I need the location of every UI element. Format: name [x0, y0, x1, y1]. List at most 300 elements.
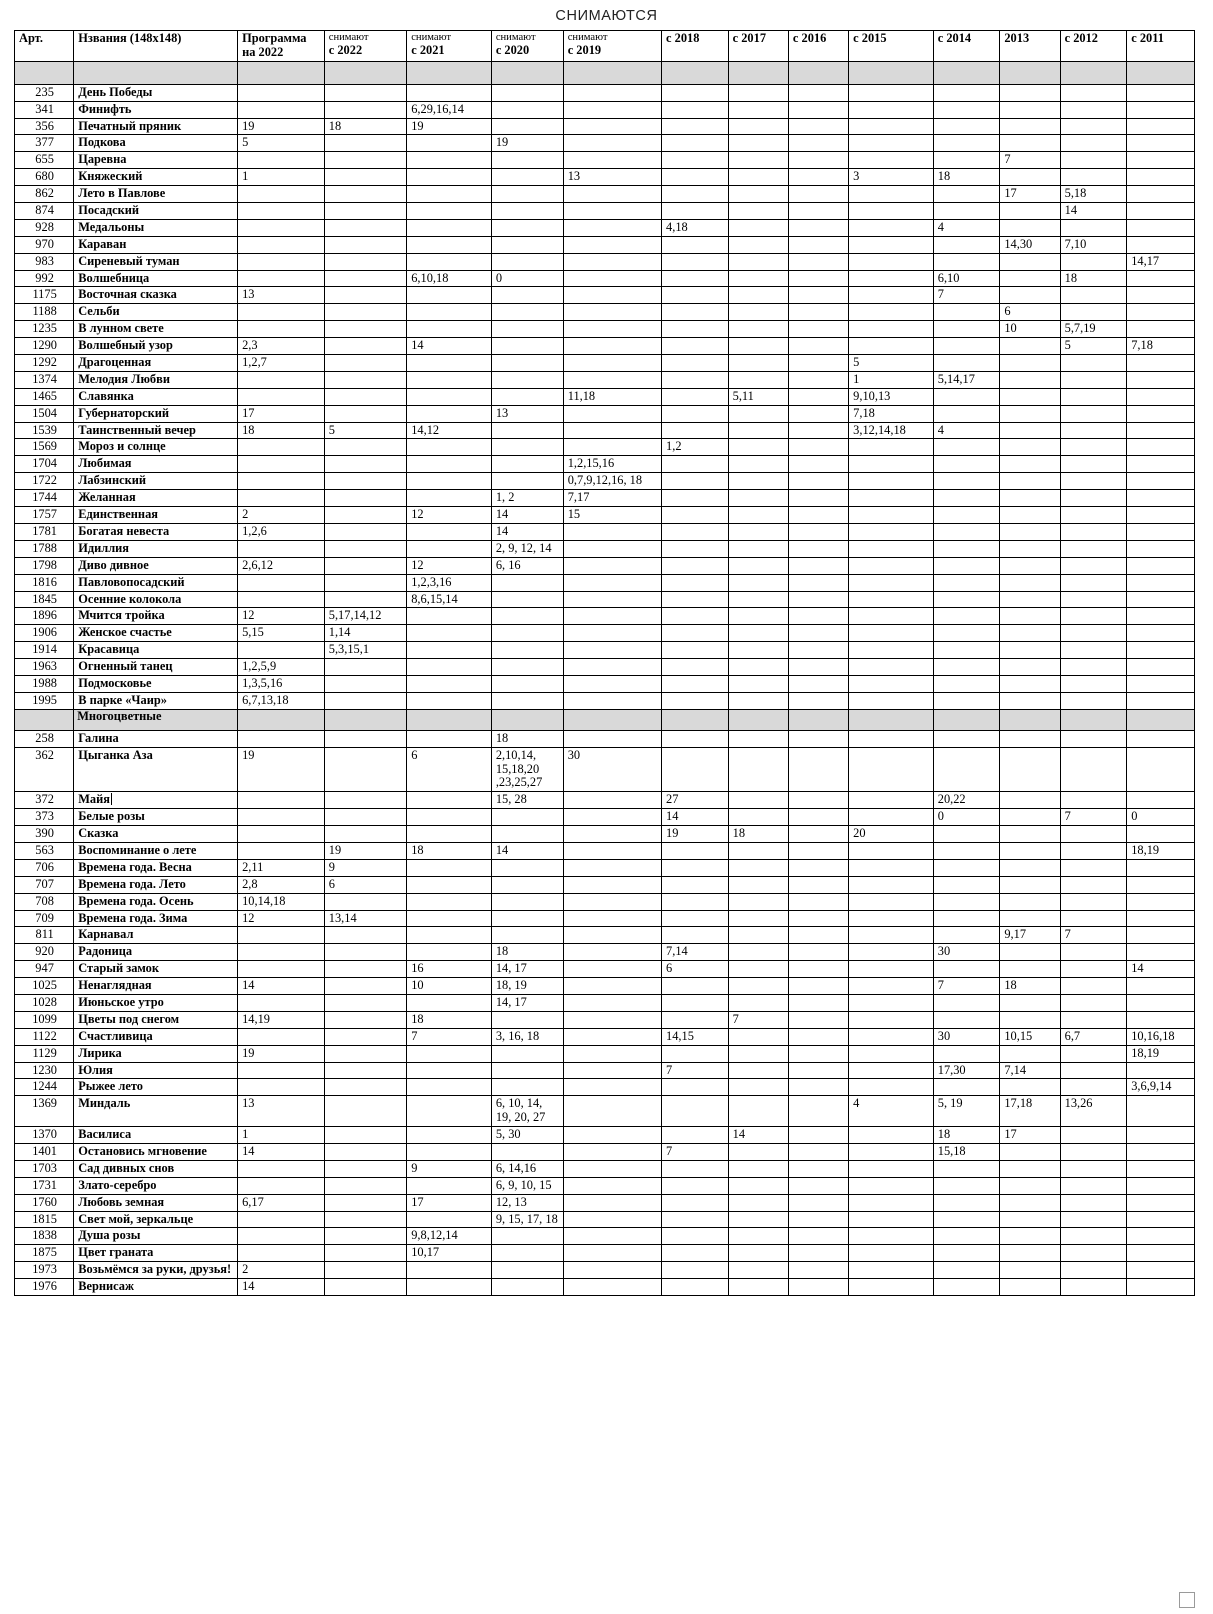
table-row[interactable] [15, 456, 1195, 473]
cell-year-11 [933, 608, 1000, 625]
cell-article: 983 [15, 253, 74, 270]
cell-year-4 [407, 287, 492, 304]
table-row[interactable] [15, 1079, 1195, 1096]
cell-year-11: 6,10 [933, 270, 1000, 287]
cell-year-11 [933, 1228, 1000, 1245]
table-row[interactable] [15, 540, 1195, 557]
cell-year-9 [788, 557, 848, 574]
table-row[interactable] [15, 1096, 1195, 1127]
table-row[interactable] [15, 826, 1195, 843]
cell-year-2: 17 [238, 405, 325, 422]
table-row[interactable] [15, 927, 1195, 944]
cell-year-5 [491, 910, 563, 927]
table-row[interactable] [15, 135, 1195, 152]
cell-year-2 [238, 961, 325, 978]
cell-year-11 [933, 692, 1000, 709]
cell-year-12 [1000, 203, 1060, 220]
group-cell [407, 709, 492, 730]
cell-year-4 [407, 1144, 492, 1161]
cell-name: Счастливица [74, 1028, 238, 1045]
cell-year-8 [728, 304, 788, 321]
cell-year-10 [849, 236, 934, 253]
cell-year-2011: 18,19 [1127, 842, 1195, 859]
cell-year-2011 [1127, 675, 1195, 692]
cell-year-11 [933, 135, 1000, 152]
cell-year-13 [1060, 859, 1127, 876]
cell-year-4 [407, 84, 492, 101]
table-row[interactable] [15, 304, 1195, 321]
cell-year-5: 6, 16 [491, 557, 563, 574]
cell-article: 655 [15, 152, 74, 169]
cell-year-6 [563, 859, 661, 876]
table-row[interactable] [15, 1245, 1195, 1262]
cell-year-9 [788, 101, 848, 118]
cell-year-9 [788, 809, 848, 826]
table-row[interactable] [15, 608, 1195, 625]
table-row[interactable] [15, 321, 1195, 338]
table-row[interactable] [15, 1062, 1195, 1079]
cell-year-2: 1 [238, 169, 325, 186]
cell-year-2011 [1127, 1279, 1195, 1296]
table-row[interactable] [15, 523, 1195, 540]
cell-year-6 [563, 608, 661, 625]
cell-name: Цветы под снегом [74, 1011, 238, 1028]
cell-year-11 [933, 456, 1000, 473]
cell-year-12 [1000, 747, 1060, 792]
table-row[interactable] [15, 203, 1195, 220]
table-row[interactable] [15, 574, 1195, 591]
table-row[interactable] [15, 152, 1195, 169]
table-row[interactable] [15, 1279, 1195, 1296]
table-row[interactable] [15, 236, 1195, 253]
table-row[interactable] [15, 809, 1195, 826]
cell-year-11 [933, 523, 1000, 540]
cell-year-7 [662, 355, 729, 372]
cell-year-2011 [1127, 422, 1195, 439]
cell-year-2011 [1127, 1245, 1195, 1262]
table-row[interactable] [15, 1228, 1195, 1245]
cell-year-10 [849, 910, 934, 927]
cell-year-12 [1000, 591, 1060, 608]
cell-year-7: 14 [662, 809, 729, 826]
cell-year-7 [662, 927, 729, 944]
cell-year-6 [563, 1160, 661, 1177]
cell-year-12: 9,17 [1000, 927, 1060, 944]
cell-year-10 [849, 523, 934, 540]
cell-name: Караван [74, 236, 238, 253]
column-header-13: с 2012 [1060, 31, 1127, 62]
cell-year-3: 18 [324, 118, 406, 135]
cell-year-10 [849, 186, 934, 203]
cell-year-5 [491, 304, 563, 321]
cell-year-2011 [1127, 730, 1195, 747]
table-row[interactable] [15, 287, 1195, 304]
table-row[interactable] [15, 944, 1195, 961]
cell-name: Мелодия Любви [74, 371, 238, 388]
cell-year-7 [662, 405, 729, 422]
cell-name: Василиса [74, 1127, 238, 1144]
cell-year-12 [1000, 1160, 1060, 1177]
group-cell [662, 709, 729, 730]
table-row[interactable] [15, 675, 1195, 692]
cell-year-2: 13 [238, 1096, 325, 1127]
table-row[interactable] [15, 253, 1195, 270]
cell-year-11 [933, 876, 1000, 893]
cell-article: 258 [15, 730, 74, 747]
table-row[interactable] [15, 1160, 1195, 1177]
cell-year-13 [1060, 219, 1127, 236]
cell-year-3: 13,14 [324, 910, 406, 927]
cell-year-2 [238, 994, 325, 1011]
cell-year-4 [407, 388, 492, 405]
cell-year-6 [563, 961, 661, 978]
table-row[interactable] [15, 978, 1195, 995]
cell-name: Осенние колокола [74, 591, 238, 608]
cell-year-9 [788, 439, 848, 456]
cell-year-7 [662, 490, 729, 507]
group-cell [324, 709, 406, 730]
cell-year-12 [1000, 557, 1060, 574]
cell-year-12 [1000, 574, 1060, 591]
cell-year-7: 6 [662, 961, 729, 978]
table-row[interactable] [15, 730, 1195, 747]
cell-year-9 [788, 118, 848, 135]
table-row[interactable] [15, 422, 1195, 439]
cell-year-5: 18, 19 [491, 978, 563, 995]
table-row[interactable] [15, 1194, 1195, 1211]
cell-year-13 [1060, 1194, 1127, 1211]
cell-year-7: 27 [662, 792, 729, 809]
cell-year-2011 [1127, 270, 1195, 287]
cell-year-2011 [1127, 1096, 1195, 1127]
table-row[interactable] [15, 747, 1195, 792]
table-row[interactable] [15, 1011, 1195, 1028]
cell-year-13 [1060, 118, 1127, 135]
cell-year-2 [238, 253, 325, 270]
cell-article: 874 [15, 203, 74, 220]
cell-year-5 [491, 371, 563, 388]
cell-year-2 [238, 439, 325, 456]
cell-year-6 [563, 1127, 661, 1144]
cell-year-7: 1,2 [662, 439, 729, 456]
cell-year-5: 14 [491, 842, 563, 859]
cell-year-3 [324, 507, 406, 524]
cell-year-13 [1060, 405, 1127, 422]
table-row[interactable] [15, 1262, 1195, 1279]
cell-year-8 [728, 152, 788, 169]
table-row[interactable] [15, 118, 1195, 135]
cell-name: Злато-серебро [74, 1177, 238, 1194]
cell-year-5 [491, 608, 563, 625]
cell-year-10 [849, 507, 934, 524]
cell-year-11: 5, 19 [933, 1096, 1000, 1127]
cell-year-2 [238, 944, 325, 961]
table-row[interactable] [15, 910, 1195, 927]
cell-year-7 [662, 747, 729, 792]
cell-year-4: 14 [407, 338, 492, 355]
table-row[interactable] [15, 473, 1195, 490]
cell-year-10 [849, 219, 934, 236]
cell-year-2 [238, 809, 325, 826]
table-row[interactable] [15, 371, 1195, 388]
cell-year-6 [563, 422, 661, 439]
cell-year-2011 [1127, 944, 1195, 961]
cell-year-13 [1060, 253, 1127, 270]
cell-year-11 [933, 253, 1000, 270]
cell-year-2 [238, 540, 325, 557]
cell-year-13 [1060, 388, 1127, 405]
cell-year-13: 5,18 [1060, 186, 1127, 203]
cell-name: Женское счастье [74, 625, 238, 642]
cell-year-4 [407, 1096, 492, 1127]
table-row[interactable] [15, 692, 1195, 709]
cell-year-13 [1060, 994, 1127, 1011]
cell-year-10 [849, 321, 934, 338]
spacer-cell [324, 61, 406, 84]
table-row[interactable] [15, 1045, 1195, 1062]
cell-year-7 [662, 625, 729, 642]
cell-year-4 [407, 304, 492, 321]
cell-year-13 [1060, 101, 1127, 118]
cell-year-4: 7 [407, 1028, 492, 1045]
cell-year-2011: 0 [1127, 809, 1195, 826]
cell-year-2011 [1127, 135, 1195, 152]
cell-year-12 [1000, 523, 1060, 540]
table-row[interactable] [15, 84, 1195, 101]
cell-year-2 [238, 270, 325, 287]
table-row[interactable] [15, 169, 1195, 186]
cell-article: 1369 [15, 1096, 74, 1127]
table-row[interactable] [15, 355, 1195, 372]
cell-year-2011 [1127, 1144, 1195, 1161]
cell-year-12 [1000, 371, 1060, 388]
cell-year-8 [728, 1228, 788, 1245]
cell-year-9 [788, 591, 848, 608]
cell-year-9 [788, 186, 848, 203]
group-label: Многоцветные [74, 709, 238, 730]
table-row[interactable] [15, 507, 1195, 524]
cell-year-8 [728, 893, 788, 910]
table-row[interactable] [15, 1177, 1195, 1194]
cell-year-2011 [1127, 1211, 1195, 1228]
table-row[interactable] [15, 876, 1195, 893]
cell-year-9 [788, 1079, 848, 1096]
table-row[interactable] [15, 792, 1195, 809]
cell-year-2011 [1127, 591, 1195, 608]
cell-year-10 [849, 1079, 934, 1096]
table-row[interactable] [15, 625, 1195, 642]
cell-year-2 [238, 371, 325, 388]
table-row[interactable] [15, 101, 1195, 118]
cell-year-13 [1060, 439, 1127, 456]
cell-year-5 [491, 642, 563, 659]
cell-year-6 [563, 321, 661, 338]
cell-article: 1122 [15, 1028, 74, 1045]
column-header-10: с 2015 [849, 31, 934, 62]
cell-year-6 [563, 978, 661, 995]
cell-year-3 [324, 1096, 406, 1127]
cell-year-4: 8,6,15,14 [407, 591, 492, 608]
cell-year-11: 7 [933, 287, 1000, 304]
cell-year-5 [491, 1011, 563, 1028]
cell-year-7 [662, 118, 729, 135]
cell-year-11 [933, 747, 1000, 792]
cell-year-2011 [1127, 439, 1195, 456]
cell-year-11 [933, 338, 1000, 355]
cell-article: 341 [15, 101, 74, 118]
cell-article: 1539 [15, 422, 74, 439]
cell-year-8 [728, 456, 788, 473]
cell-year-12 [1000, 1011, 1060, 1028]
cell-year-13 [1060, 287, 1127, 304]
cell-year-6 [563, 270, 661, 287]
cell-year-13 [1060, 842, 1127, 859]
cell-year-7 [662, 692, 729, 709]
table-row[interactable] [15, 490, 1195, 507]
cell-year-13 [1060, 1079, 1127, 1096]
cell-year-13 [1060, 1211, 1127, 1228]
table-row[interactable] [15, 591, 1195, 608]
cell-year-4 [407, 692, 492, 709]
table-row[interactable] [15, 642, 1195, 659]
cell-year-2011 [1127, 625, 1195, 642]
spacer-cell [933, 61, 1000, 84]
table-row[interactable] [15, 659, 1195, 676]
cell-year-12 [1000, 642, 1060, 659]
cell-year-8 [728, 523, 788, 540]
table-body [15, 61, 1195, 1295]
cell-article: 862 [15, 186, 74, 203]
table-row[interactable] [15, 388, 1195, 405]
cell-year-3 [324, 961, 406, 978]
cell-year-11 [933, 1160, 1000, 1177]
cell-year-9 [788, 473, 848, 490]
cell-year-5 [491, 101, 563, 118]
cell-article: 1569 [15, 439, 74, 456]
table-row[interactable] [15, 994, 1195, 1011]
cell-year-9 [788, 422, 848, 439]
cell-year-10 [849, 456, 934, 473]
cell-year-9 [788, 978, 848, 995]
cell-year-3 [324, 675, 406, 692]
cell-year-5: 6, 9, 10, 15 [491, 1177, 563, 1194]
cell-year-11: 18 [933, 1127, 1000, 1144]
table-row[interactable] [15, 1211, 1195, 1228]
cell-year-2011: 10,16,18 [1127, 1028, 1195, 1045]
cell-name: Мчится тройка [74, 608, 238, 625]
cell-article: 1374 [15, 371, 74, 388]
cell-year-2 [238, 927, 325, 944]
cell-year-5 [491, 1228, 563, 1245]
cell-year-11 [933, 642, 1000, 659]
cell-year-12 [1000, 608, 1060, 625]
cell-year-2 [238, 1062, 325, 1079]
cell-year-3 [324, 304, 406, 321]
cell-year-13 [1060, 978, 1127, 995]
cell-year-11 [933, 1262, 1000, 1279]
table-row[interactable] [15, 270, 1195, 287]
cell-year-2011 [1127, 910, 1195, 927]
cell-year-8 [728, 1062, 788, 1079]
cell-article: 1188 [15, 304, 74, 321]
cell-year-8 [728, 944, 788, 961]
cell-year-9 [788, 1144, 848, 1161]
cell-year-6 [563, 675, 661, 692]
text-cursor [111, 793, 112, 805]
table-row[interactable] [15, 859, 1195, 876]
cell-year-6 [563, 591, 661, 608]
cell-year-4 [407, 135, 492, 152]
cell-year-10 [849, 944, 934, 961]
cell-year-7 [662, 1160, 729, 1177]
table-header-row [15, 31, 1195, 62]
table-row[interactable] [15, 1127, 1195, 1144]
page-corner-mark [1179, 1592, 1195, 1608]
cell-year-7 [662, 135, 729, 152]
cell-year-6 [563, 994, 661, 1011]
cell-year-13 [1060, 893, 1127, 910]
cell-year-3 [324, 490, 406, 507]
cell-name: Восточная сказка [74, 287, 238, 304]
table-row[interactable] [15, 219, 1195, 236]
cell-year-11 [933, 1211, 1000, 1228]
cell-year-7 [662, 236, 729, 253]
cell-year-9 [788, 859, 848, 876]
cell-year-5 [491, 859, 563, 876]
cell-year-7 [662, 523, 729, 540]
table-row[interactable] [15, 557, 1195, 574]
table-row[interactable] [15, 842, 1195, 859]
cell-year-8 [728, 608, 788, 625]
cell-year-5: 14, 17 [491, 994, 563, 1011]
cell-year-12 [1000, 490, 1060, 507]
cell-year-2011 [1127, 859, 1195, 876]
column-header-9: с 2016 [788, 31, 848, 62]
cell-year-3 [324, 371, 406, 388]
cell-name: Диво дивное [74, 557, 238, 574]
cell-article: 1815 [15, 1211, 74, 1228]
cell-year-7 [662, 1279, 729, 1296]
cell-year-3 [324, 203, 406, 220]
cell-year-2011 [1127, 659, 1195, 676]
table-row[interactable] [15, 1144, 1195, 1161]
cell-article: 356 [15, 118, 74, 135]
cell-name: Возьмёмся за руки, друзья! [74, 1262, 238, 1279]
table-row[interactable] [15, 405, 1195, 422]
table-row[interactable] [15, 186, 1195, 203]
cell-year-2 [238, 304, 325, 321]
cell-year-2011 [1127, 1262, 1195, 1279]
cell-year-13 [1060, 557, 1127, 574]
cell-year-13: 18 [1060, 270, 1127, 287]
cell-year-8 [728, 169, 788, 186]
table-row[interactable] [15, 439, 1195, 456]
cell-year-12 [1000, 355, 1060, 372]
cell-year-10 [849, 1045, 934, 1062]
cell-year-5 [491, 1279, 563, 1296]
cell-year-6 [563, 826, 661, 843]
table-row[interactable] [15, 961, 1195, 978]
cell-year-8 [728, 1211, 788, 1228]
cell-year-5 [491, 574, 563, 591]
table-row[interactable] [15, 893, 1195, 910]
table-row[interactable] [15, 1028, 1195, 1045]
cell-year-10: 1 [849, 371, 934, 388]
cell-year-6 [563, 927, 661, 944]
table-row[interactable] [15, 338, 1195, 355]
cell-year-6 [563, 355, 661, 372]
cell-year-8 [728, 659, 788, 676]
